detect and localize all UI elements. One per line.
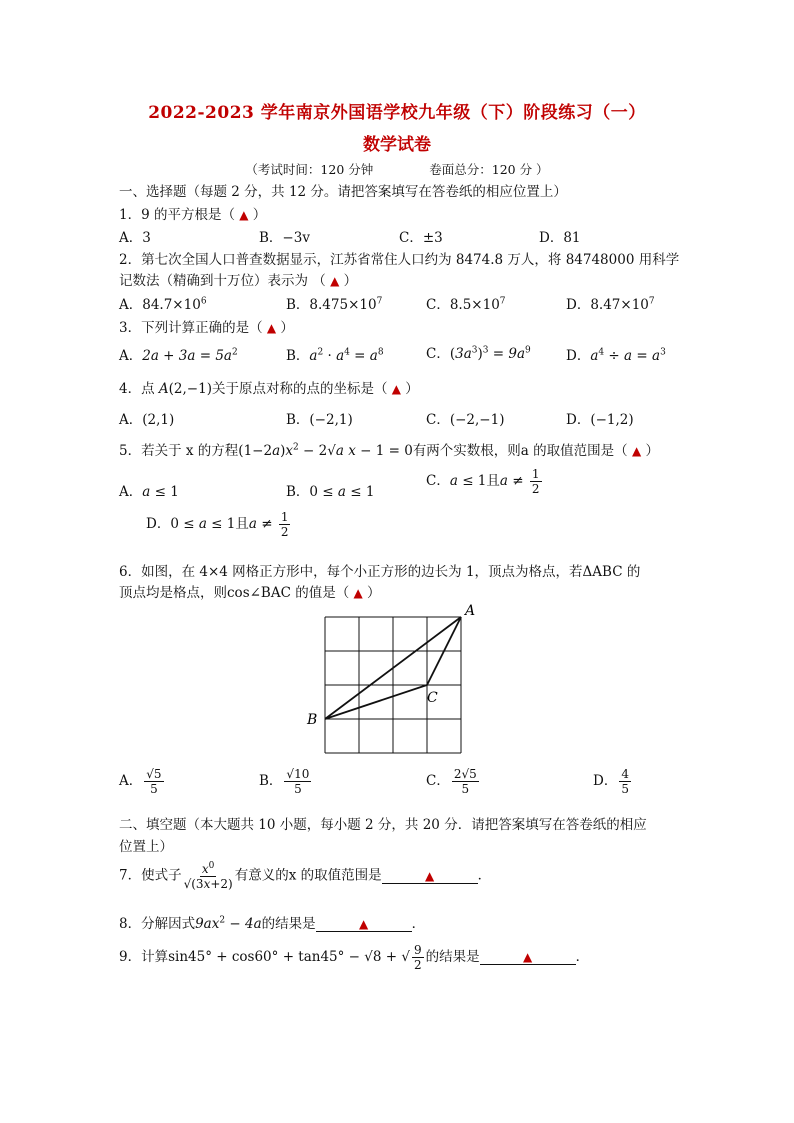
q3-stem: 3．下列计算正确的是（ ▲ ） <box>119 320 294 336</box>
exam-title: 2022-2023 学年南京外国语学校九年级（下）阶段练习（一） <box>148 103 646 123</box>
q5-option-c: C．a ≤ 1且a ≠ $\frac{1}{2}$ <box>426 467 540 496</box>
q1-option-d: D．81 <box>539 230 581 246</box>
vertex-label-c: C <box>427 690 438 706</box>
q2-option-a-text: A．84.7×10 <box>119 297 201 313</box>
grid-figure <box>300 600 490 760</box>
q3-option-a: A．$2a + 3a = 5a^2$ <box>119 347 238 364</box>
q4-option-b: B．(−2,1) <box>286 412 353 428</box>
q4-option-d: D．(−1,2) <box>566 412 634 428</box>
q8-pre: 8．分解因式 <box>119 916 196 932</box>
q6-option-a: A． $\frac{√5}{5}$ <box>119 767 162 796</box>
q4-option-c: C．(−2,−1) <box>426 412 505 428</box>
q1-stem: 1．9 的平方根是（ ▲ ） <box>119 207 267 223</box>
q2-option-b <box>286 293 382 313</box>
q6-option-c: C． $\frac{2√5}{5}$ <box>426 767 477 796</box>
q2-option-b-exp: 7 <box>376 296 383 307</box>
q2-option-c-text: C．8.5×10 <box>426 297 500 313</box>
q9: 9．计算sin45° + cos60° + tan45° − √8 + √ $\frac{9}{2}$ 的结果是 ▲ ． <box>119 943 590 972</box>
section2-heading-line1: 二、填空题（本大题共 10 小题，每小题 2 分，共 20 分．请把答案填写在答卷纸的相应 <box>119 817 647 833</box>
q3-option-b: B．$a^2 \cdot a^4 = a^8$ <box>286 347 384 364</box>
q8-answer-blank[interactable]: ▲ <box>316 917 412 932</box>
q6-stem-line2: 顶点均是格点，则cos∠BAC 的值是（ ▲ ） <box>119 585 381 601</box>
q9-pre: 9．计算 <box>119 949 169 965</box>
q2-option-d-exp: 7 <box>648 296 655 307</box>
q4-option-a: A．(2,1) <box>119 412 175 428</box>
exam-subtitle: 数学试卷 <box>363 135 431 155</box>
q9-answer-blank[interactable]: ▲ <box>480 950 576 965</box>
q2-option-a <box>119 293 207 313</box>
q1-option-b: B．−3v <box>259 230 310 246</box>
q5-option-d: D．0 ≤ a ≤ 1且a ≠ $\frac{1}{2}$ <box>146 510 289 539</box>
section2-heading-line2: 位置上） <box>119 839 173 855</box>
q8-post: 的结果是 <box>261 916 316 932</box>
q5-stem: 5．若关于 x 的方程$(1-2a)x^2 - 2√a$ x − 1 = 0有两个实数根，则a 的取值范围是（ ▲ ） <box>119 442 659 459</box>
q4-stem-post: 关于原点对称的点的坐标是（ ▲ ） <box>211 381 419 397</box>
exam-time: （考试时间：120 分钟 <box>245 162 374 177</box>
exam-score: 卷面总分：120 分 ） <box>429 162 549 177</box>
exam-meta <box>0 160 794 178</box>
q5-stem-post: 有两个实数根，则a 的取值范围是（ ▲ ） <box>412 443 659 459</box>
q3-option-d: D．$a^4 \div a = a^3$ <box>566 347 666 364</box>
q2-option-b-text: B．8.475×10 <box>286 297 377 313</box>
q7-post: 有意义的x 的取值范围是 <box>234 867 382 884</box>
q2-option-a-exp: 6 <box>200 296 207 307</box>
q4-stem: 4．点 A(2,−1)关于原点对称的点的坐标是（ ▲ ） <box>119 381 419 397</box>
q9-post: 的结果是 <box>425 949 480 965</box>
section1-heading: 一、选择题（每题 2 分，共 12 分。请把答案填写在答卷纸的相应位置上） <box>119 184 567 200</box>
q7: 7．使式子 $\frac{x^0}{√(3x+2)}$ 有意义的x 的取值范围是 ▲ ． <box>119 861 492 891</box>
q6-option-d: D． $\frac{4}{5}$ <box>593 767 629 796</box>
q8: 8．分解因式$9ax^2 - 4a$的结果是 ▲ ． <box>119 915 426 932</box>
q1-option-a: A．3 <box>119 230 151 246</box>
q7-answer-blank[interactable]: ▲ <box>382 869 478 884</box>
q2-stem-line2: 记数法（精确到十万位）表示为 （ ▲ ） <box>119 273 358 289</box>
q2-option-c <box>426 293 506 313</box>
grid-lines <box>325 617 461 753</box>
q3-option-c: C．$(3a^3)^3 = 9a^9$ <box>426 345 531 362</box>
q2-stem-line1: 2．第七次全国人口普查数据显示，江苏省常住人口约为 8474.8 万人，将 84748000 用科学 <box>119 252 680 268</box>
q2-option-c-exp: 7 <box>499 296 506 307</box>
vertex-label-b: B <box>307 712 318 728</box>
q5-stem-pre: 5．若关于 x 的方程 <box>119 443 239 459</box>
q7-pre: 7．使式子 <box>119 867 182 884</box>
q6-option-b: B． $\frac{√10}{5}$ <box>259 767 310 796</box>
vertex-label-a: A <box>465 603 476 619</box>
q1-option-c: C．±3 <box>399 230 443 246</box>
q2-option-d-text: D．8.47×10 <box>566 297 649 313</box>
q2-option-d <box>566 293 655 313</box>
q5-option-b: B．0 ≤ a ≤ 1 <box>286 484 375 500</box>
q4-stem-pre: 4．点 <box>119 381 159 397</box>
q6-stem-line1: 6．如图，在 4×4 网格正方形中，每个小正方形的边长为 1，顶点为格点，若ΔABC 的 <box>119 564 641 580</box>
q5-option-a: A．a ≤ 1 <box>119 484 179 500</box>
